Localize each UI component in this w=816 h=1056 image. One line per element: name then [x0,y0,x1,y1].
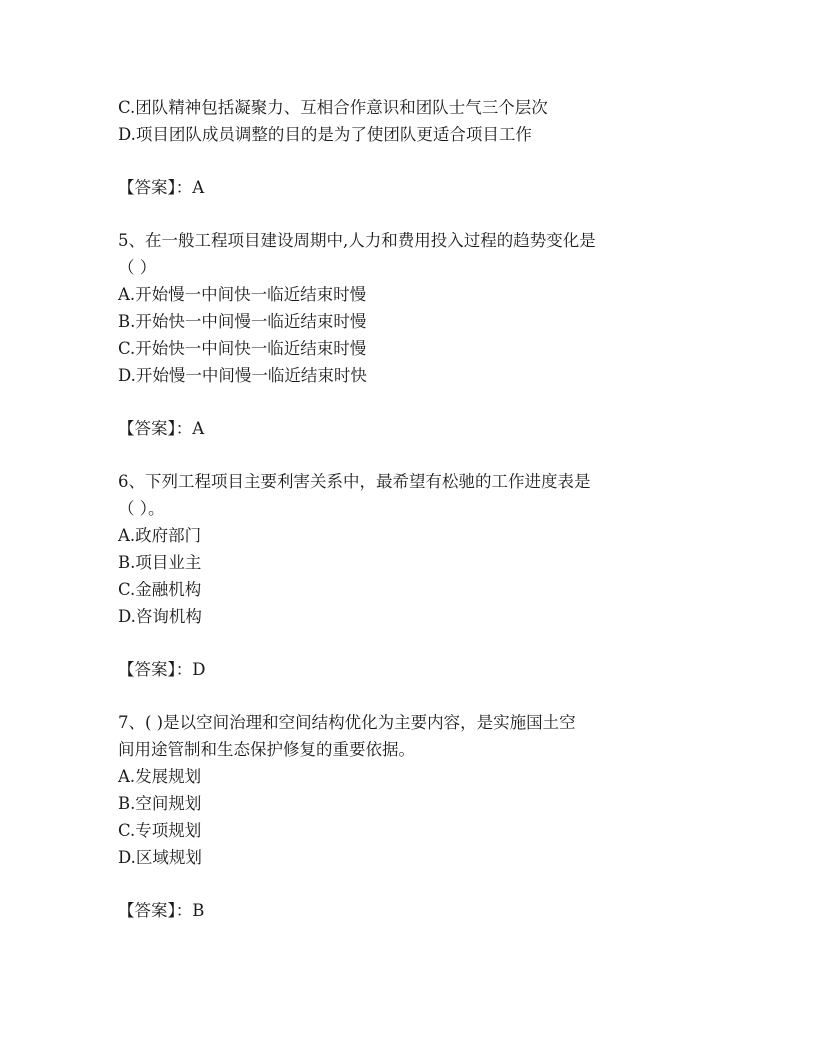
option-d: D.项目团队成员调整的目的是为了使团队更适合项目工作 [118,125,532,144]
answer-line [118,897,708,924]
question-stem: 6、下列工程项目主要利害关系中，最希望有松驰的工作进度表是 [118,472,591,491]
question-5 [118,227,708,389]
answer-label: 【答案】 [118,178,176,197]
option-c: C.专项规划 [118,821,202,840]
answer-label: 【答案】 [118,660,176,679]
option-c: C.团队精神包括凝聚力、互相合作意识和团队士气三个层次 [118,98,548,117]
answer-separator: ： [175,178,193,197]
prev-question [118,94,708,148]
answer-value: D [192,660,206,679]
question-stem: 5、在一般工程项目建设周期中,人力和费用投入过程的趋势变化是 [118,231,596,250]
answer-separator: ： [175,660,193,679]
answer-value: B [192,901,205,920]
option-b: B.空间规划 [118,794,202,813]
option-b: B.项目业主 [118,553,202,572]
answer-value: A [192,419,205,438]
question-stem-cont: （ ） [118,258,157,277]
answer-label: 【答案】 [118,419,176,438]
answer-line [118,656,708,683]
answer-separator: ： [175,419,193,438]
option-b: B.开始快一中间慢一临近结束时慢 [118,312,367,331]
answer-label: 【答案】 [118,901,176,920]
question-stem-cont: 间用途管制和生态保护修复的重要依据。 [118,740,415,759]
question-6 [118,468,708,630]
option-c: C.金融机构 [118,580,202,599]
answer-line [118,174,708,201]
option-a: A.开始慢一中间快一临近结束时慢 [118,285,367,304]
option-d: D.咨询机构 [118,607,202,626]
question-stem: 7、( )是以空间治理和空间结构优化为主要内容，是实施国土空 [118,713,576,732]
answer-line [118,415,708,442]
document-page [118,94,708,924]
option-a: A.政府部门 [118,526,202,545]
option-d: D.区域规划 [118,848,202,867]
option-d: D.开始慢一中间慢一临近结束时快 [118,366,367,385]
question-stem-cont: （ ）。 [118,499,165,518]
option-c: C.开始快一中间快一临近结束时慢 [118,339,367,358]
option-a: A.发展规划 [118,767,202,786]
question-7 [118,709,708,871]
answer-value: A [192,178,205,197]
answer-separator: ： [175,901,193,920]
